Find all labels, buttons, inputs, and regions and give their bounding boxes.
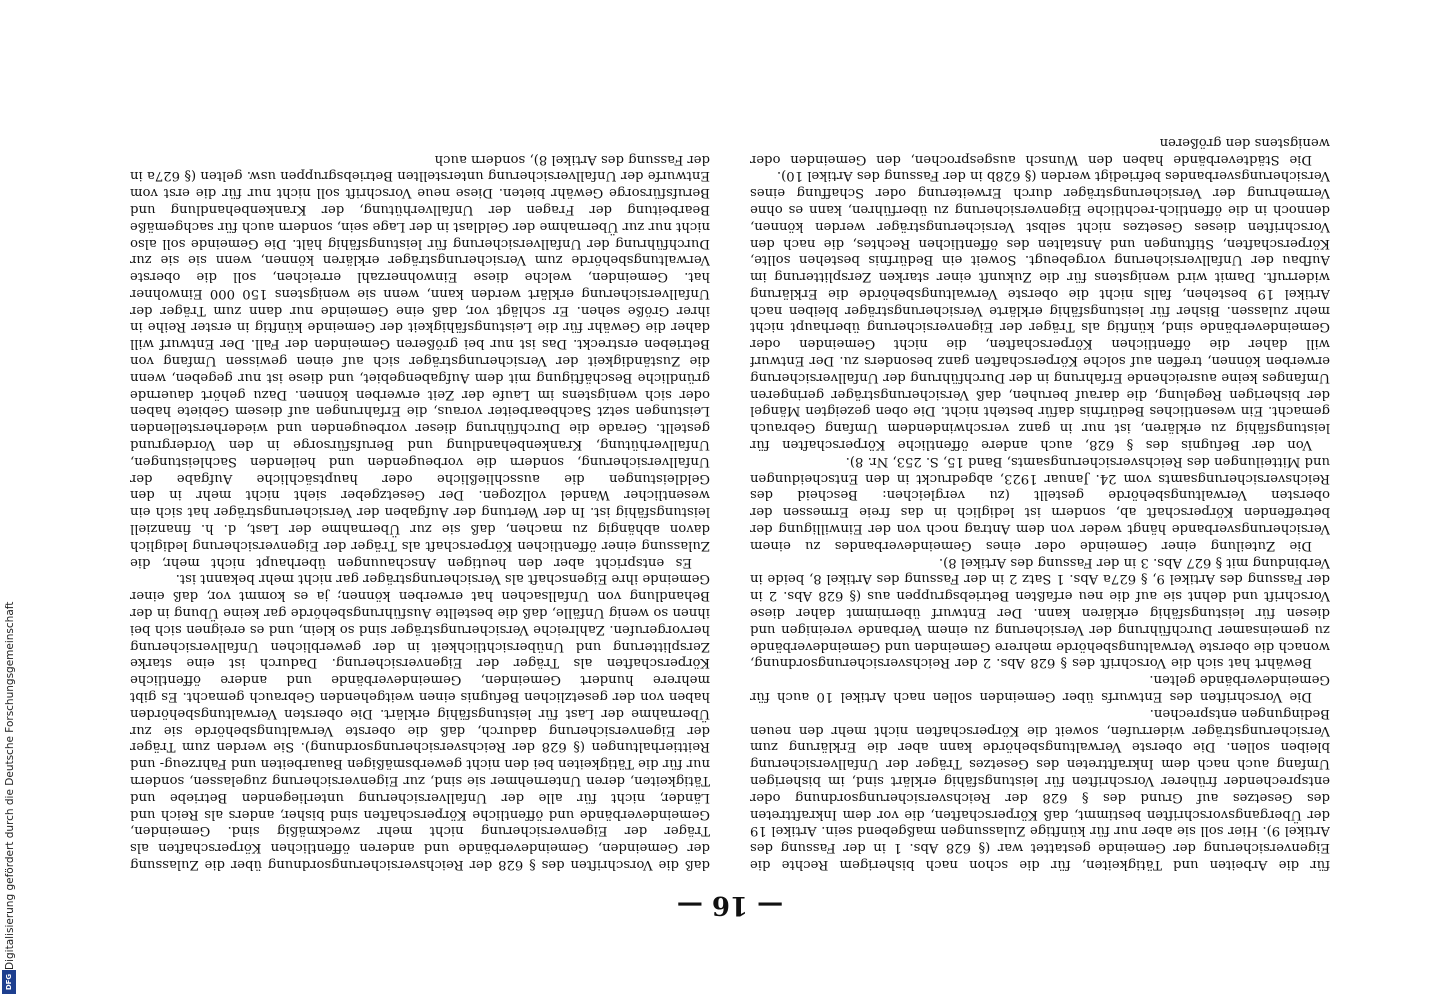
rotated-document-page [130,50,1330,920]
left-column [750,52,1330,872]
right-column [130,52,710,872]
paragraph: Bewährt hat sich die Vorschrift des § 628 Abs. 2 der Reichsversicherungsordnung, wonach die oberste Verwaltungsbehörde mehrere Gemeinden und Gemeindeverbände zu gemeinsamer Durchführung der Versicherung zu einem Verbande vereinigen und diesen für leistungsfähig erklären kann. Der Entwurf übernimmt daher diese Vorschrift und dehnt sie auf die neu erfaßten Betriebsgruppen aus (§ 628 Abs. 2 in der Fassung des Artikel 9, § 627a Abs. 1 Satz 2 in der Fassung des Artikel 8, beide in Verbindung mit § 627 Abs. 3 in der Fassung des Artikel 8). [750,554,1330,671]
digitization-credit [0,0,18,1000]
paragraph: für die Arbeiten und Tätigkeiten, für die schon nach bisherigem Rechte die Eigenversicherung der Gemeinde gestattet war (§ 628 Abs. 1 in der Fassung des Artikel 9). Hier soll sie aber nur für künftige Zulassungen maßgebend sein. Artikel 19 der Übergangsvorschriften bestimmt, daß Körperschaften, die vor dem Inkrafttreten des Gesetzes auf Grund des § 628 der Reichsversicherungsordnung oder entsprechender früherer Vorschriften für leistungsfähig erklärt sind, im bisherigen Umfang auch nach dem Inkrafttreten des Gesetzes Träger der Unfallversicherung bleiben sollen. Die oberste Verwaltungsbehörde kann aber die Erklärung zum Versicherungsträger widerrufen, soweit die Körperschaften nicht mehr den neuen Bedingungen entsprechen. [750,705,1330,872]
paragraph: Die Städteverbände haben den Wunsch ausgesprochen, den Gemeinden oder wenigstens den größeren [750,134,1330,167]
logo-text: DFG [5,973,13,991]
dfg-logo [2,970,16,994]
credit-text: Digitalisierung gefördert durch die Deutsche Forschungsgemeinschaft [4,601,16,970]
page-number: — 16 — [676,890,784,920]
text-columns [130,52,1330,872]
paragraph: Von der Befugnis des § 628, auch andere öffentliche Körperschaften für leistungsfähig zu erklären, ist nur in ganz verschwindendem Umfang Gebrauch gemacht. Ein wesentliches Bedürfnis dafür besteht nicht. Die oben gezeigten Mängel der bisherigen Regelung, die darauf beruhen, daß Versicherungsträger geringeren Umfanges keine ausreichende Erfahrung in der Durchführung der Unfallversicherung erwerben können, treffen auf solche Körperschaften ganz besonders zu. Der Entwurf will daher die öffentlichen Körperschaften, die nicht Gemeinden oder Gemeindeverbände sind, künftig als Träger der Eigenversicherung überhaupt nicht mehr zulassen. Bisher für leistungsfähig erklärte Versicherungsträger bleiben nach Artikel 19 bestehen, falls nicht die oberste Verwaltungsbehörde die Erklärung widerruft. Damit wird wenigstens für die Zukunft einer starken Zersplitterung im Aufbau der Unfallversicherung vorgebeugt. Soweit ein Bedürfnis bestehen sollte, Körperschaften, Stiftungen und Anstalten des öffentlichen Rechtes, die nach den Vorschriften dieses Gesetzes nicht selbst Versicherungsträger werden können, dennoch in die öffentlich-rechtliche Eigenversicherung zu überführen, kann es ohne Vermehrung der Versicherungsträger durch Erweiterung oder Schaffung eines Versicherungsverbandes befriedigt werden (§ 628b in der Fassung des Artikel 10). [750,168,1330,453]
paragraph: daß die Vorschriften des § 628 der Reichsversicherungsordnung über die Zulassung der Gemeinden, Gemeindeverbände und anderen öffentlichen Körperschaften als Träger der Eigenversicherung nicht mehr zweckmäßig sind. Gemeinden, Gemeindeverbände und öffentliche Körperschaften sind bisher, anders als Reich und Länder, nicht für alle der Unfallversicherung unterliegenden Betriebe und Tätigkeiten, deren Unternehmer sie sind, zur Eigenversicherung zugelassen, sondern nur für die Tätigkeiten bei den nicht gewerbsmäßigen Bauarbeiten und Fahrzeug- und Reittierhaltungen (§ 628 der Reichsversicherungsordnung). Sie werden zum Träger der Eigenversicherung dadurch, daß die oberste Verwaltungsbehörde sie zur Übernahme der Last für leistungsfähig erklärt. Die obersten Verwaltungsbehörden haben von der gesetzlichen Befugnis einen weitgehenden Gebrauch gemacht. Es gibt mehrere hundert Gemeinden, Gemeindeverbände und andere öffentliche Körperschaften als Träger der Eigenversicherung. Dadurch ist eine starke Zersplitterung und Unübersichtlichkeit in der gewerblichen Unfallversicherung hervorgerufen. Zahlreiche Versicherungsträger sind so klein, und es ereignen sich bei ihnen so wenig Unfälle, daß die bestellte Ausführungsbehörde gar keine Übung in der Behandlung von Unfallsachen hat erwerben können; ja es kommt vor, daß einer Gemeinde ihre Eigenschaft als Versicherungsträger gar nicht mehr bekannt ist. [130,571,710,872]
paragraph: Die Zuteilung einer Gemeinde oder eines Gemeindeverbandes zu einem Versicherungsverbande hängt weder von dem Antrag noch von der Einwilligung der betreffenden Körperschaft ab, sondern ist lediglich in das freie Ermessen der obersten Verwaltungsbehörde gestellt (zu vergleichen: Bescheid des Reichsversicherungsamts vom 24. Januar 1923, abgedruckt in den Entscheidungen und Mitteilungen des Reichsversicherungsamts, Band 15, S. 253, Nr. 8). [750,453,1330,553]
paragraph: Es entspricht aber den heutigen Anschauungen überhaupt nicht mehr, die Zulassung einer öffentlichen Körperschaft als Träger der Eigenversicherung lediglich davon abhängig zu machen, daß sie zur Übernahme der Last, d. h. finanziell leistungsfähig ist. In der Wertung der Aufgaben der Versicherungsträger hat sich ein wesentlicher Wandel vollzogen. Der Gesetzgeber sieht nicht mehr in den Geldleistungen die ausschließliche oder hauptsächliche Aufgabe der Unfallversicherung, sondern die vorbeugenden und heilenden Sachleistungen, Unfallverhütung, Krankenbehandlung und Berufsfürsorge in den Vordergrund gestellt. Gerade die Durchführung dieser vorbeugenden und wiederherstellenden Leistungen setzt Sachbearbeiter voraus, die Erfahrungen auf diesem Gebiete haben oder sich wenigstens im Laufe der Zeit erwerben können. Dazu gehört dauernde gründliche Beschäftigung mit dem Aufgabengebiet, und diese ist nur gegeben, wenn die Zuständigkeit der Versicherungsträger sich auf einen gewissen Umfang von Betrieben erstreckt. Das ist nur bei größeren Gemeinden der Fall. Der Entwurf will daher die Gewähr für die Leistungsfähigkeit der Gemeinde künftig in erster Reihe in ihrer Größe sehen. Er schlägt vor, daß eine Gemeinde nur dann zum Träger der Unfallversicherung erklärt werden kann, wenn sie wenigstens 150 000 Einwohner hat. Gemeinden, welche diese Einwohnerzahl erreichen, soll die oberste Verwaltungsbehörde zum Versicherungsträger erklären können, wenn sie sie zur Durchführung der Unfallversicherung für leistungsfähig hält. Die Gemeinde soll also nicht nur zur Übernahme der Geldlast in der Lage sein, sondern auch für sachgemäße Bearbeitung der Fragen der Unfallverhütung, der Krankenbehandlung und Berufsfürsorge Gewähr bieten. Diese neue Vorschrift soll nicht nur für die erst vom Entwurfe der Unfallversicherung unterstellten Betriebsgruppen usw. gelten (§ 627a in der Fassung des Artikel 8), sondern auch [130,151,710,570]
paragraph: Die Vorschriften des Entwurfs über Gemeinden sollen nach Artikel 10 auch für Gemeindeverbände gelten. [750,672,1330,705]
